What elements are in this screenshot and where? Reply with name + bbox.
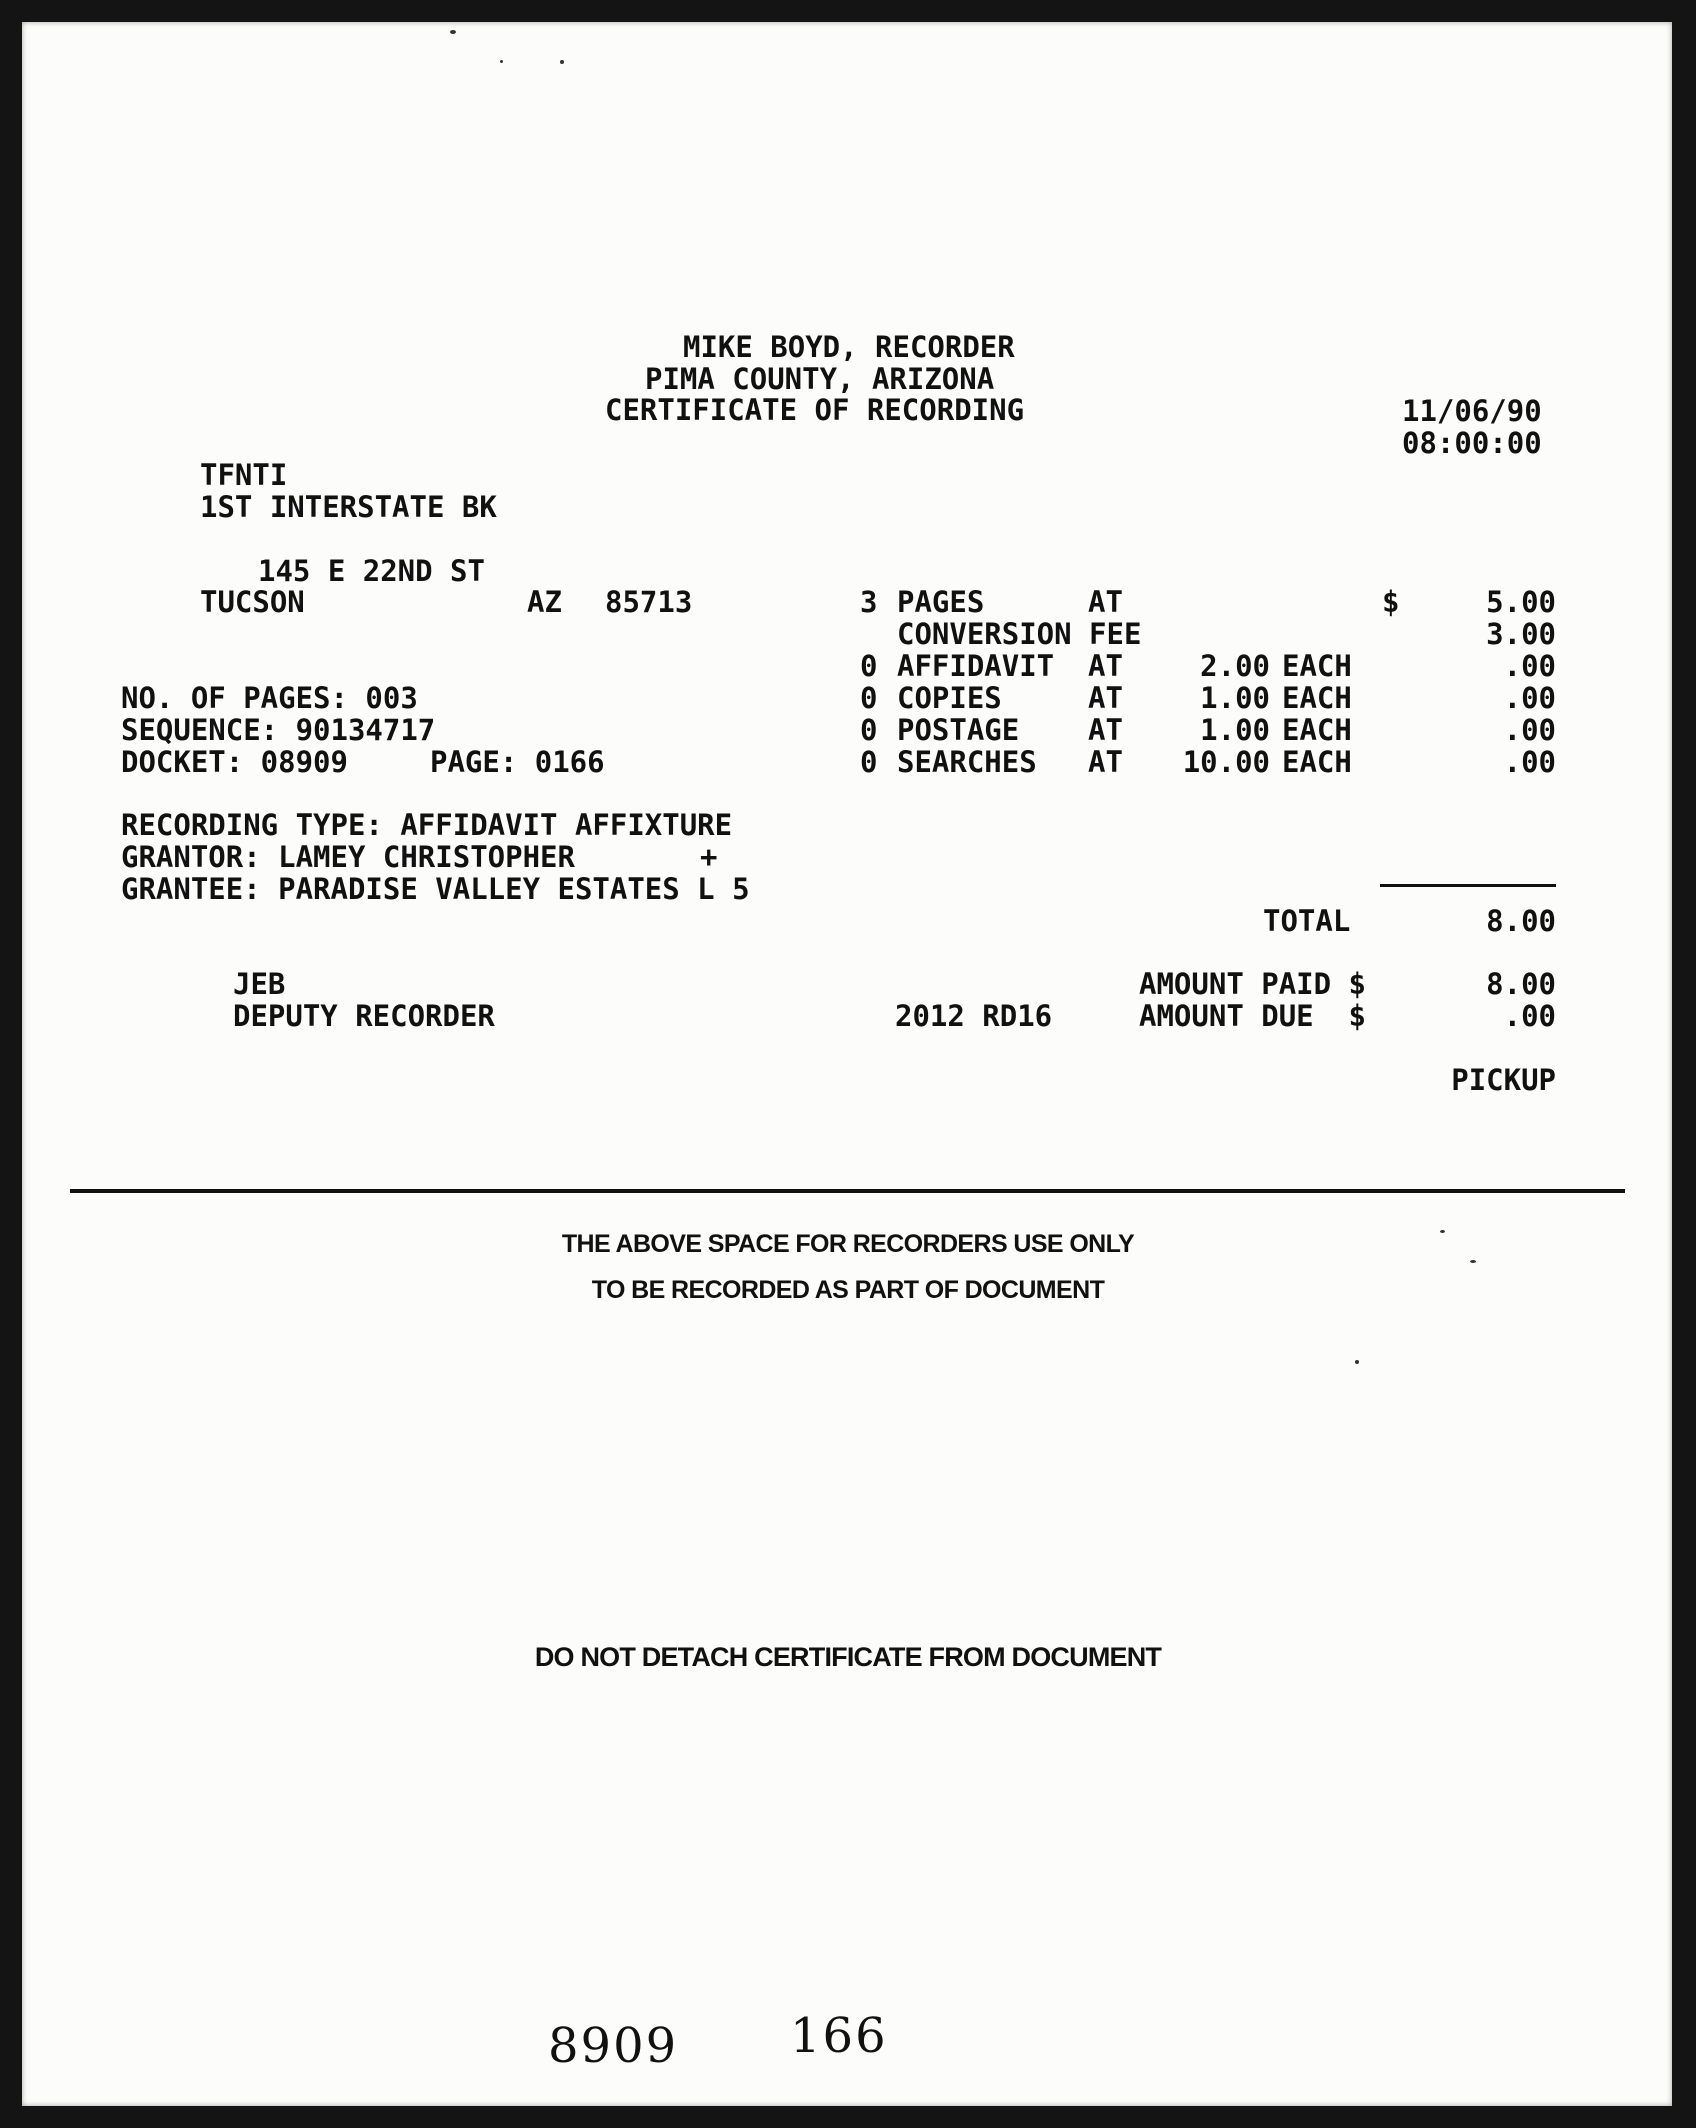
deputy-title: DEPUTY RECORDER [233, 999, 495, 1033]
fee-amount: .00 [1503, 713, 1556, 747]
docket-page: PAGE: 0166 [430, 745, 605, 779]
amount-paid-label: AMOUNT PAID $ [1139, 967, 1366, 1001]
fee-qty: 0 [860, 713, 878, 747]
fee-at: AT [1088, 681, 1123, 715]
number-of-pages: NO. OF PAGES: 003 [121, 681, 418, 715]
fee-each: EACH [1282, 681, 1352, 715]
recording-type: RECORDING TYPE: AFFIDAVIT AFFIXTURE [121, 808, 733, 842]
sequence-number: SEQUENCE: 90134717 [121, 713, 436, 747]
fee-item: AFFIDAVIT [897, 649, 1055, 683]
fee-each: EACH [1282, 713, 1352, 747]
fee-item: PAGES [897, 585, 985, 619]
recorders-use-notice: THE ABOVE SPACE FOR RECORDERS USE ONLY [561, 1230, 1135, 1258]
fee-at: AT [1088, 585, 1123, 619]
amount-due: .00 [1503, 999, 1556, 1033]
fee-qty: 0 [860, 745, 878, 779]
fee-amount: .00 [1503, 745, 1556, 779]
fee-qty: 0 [860, 681, 878, 715]
fee-each: EACH [1282, 649, 1352, 683]
grantor: GRANTOR: LAMEY CHRISTOPHER [121, 840, 575, 874]
handwritten-docket-number: 8909 [548, 2018, 679, 2074]
addressee-street: 145 E 22ND ST [258, 554, 485, 588]
handwritten-page-number: 166 [790, 2008, 888, 2064]
fee-item: CONVERSION FEE [897, 617, 1142, 651]
fee-qty: 3 [860, 585, 878, 619]
addressee-line2: 1ST INTERSTATE BK [200, 490, 497, 524]
station-code: 2012 RD16 [895, 999, 1053, 1033]
delivery-method: PICKUP [1451, 1063, 1556, 1097]
scan-speck [560, 60, 564, 64]
county-name: PIMA COUNTY, ARIZONA [645, 362, 995, 396]
recorders-section-divider [70, 1189, 1625, 1193]
fee-amount: 5.00 [1486, 585, 1556, 619]
total-label: TOTAL [1263, 904, 1351, 938]
fee-currency: $ [1382, 585, 1400, 619]
fee-at: AT [1088, 713, 1123, 747]
certificate-title: CERTIFICATE OF RECORDING [605, 393, 1025, 427]
scan-speck [500, 60, 503, 63]
fee-rate: 1.00 [1200, 713, 1270, 747]
recorder-name: MIKE BOYD, RECORDER [683, 330, 1015, 364]
part-of-document-notice: TO BE RECORDED AS PART OF DOCUMENT [591, 1276, 1105, 1304]
fee-item: SEARCHES [897, 745, 1037, 779]
fee-each: EACH [1282, 745, 1352, 779]
amount-paid: 8.00 [1486, 967, 1556, 1001]
do-not-detach-notice: DO NOT DETACH CERTIFICATE FROM DOCUMENT [534, 1642, 1162, 1672]
scan-speck [1470, 1260, 1476, 1263]
fee-at: AT [1088, 649, 1123, 683]
deputy-initials: JEB [233, 967, 286, 1001]
fee-amount: .00 [1503, 649, 1556, 683]
fee-item: COPIES [897, 681, 1002, 715]
fee-rate: 10.00 [1182, 745, 1270, 779]
fee-rate: 1.00 [1200, 681, 1270, 715]
addressee-zip: 85713 [605, 585, 693, 619]
scan-speck [1440, 1230, 1445, 1233]
fee-at: AT [1088, 745, 1123, 779]
fee-item: POSTAGE [897, 713, 1020, 747]
scan-speck [1355, 1360, 1359, 1364]
amount-due-label: AMOUNT DUE $ [1139, 999, 1366, 1033]
addressee-state: AZ [527, 585, 562, 619]
fee-qty: 0 [860, 649, 878, 683]
fee-amount: .00 [1503, 681, 1556, 715]
total-rule [1380, 884, 1556, 887]
docket-number: DOCKET: 08909 [121, 745, 348, 779]
recording-date: 11/06/90 [1402, 394, 1542, 428]
scan-speck [450, 30, 456, 34]
total-amount: 8.00 [1486, 904, 1556, 938]
fee-amount: 3.00 [1486, 617, 1556, 651]
fee-rate: 2.00 [1200, 649, 1270, 683]
grantor-additional-mark: + [700, 840, 718, 874]
grantee: GRANTEE: PARADISE VALLEY ESTATES L 5 [121, 872, 750, 906]
addressee-line1: TFNTI [200, 458, 288, 492]
recording-time: 08:00:00 [1402, 426, 1542, 460]
addressee-city: TUCSON [200, 585, 305, 619]
